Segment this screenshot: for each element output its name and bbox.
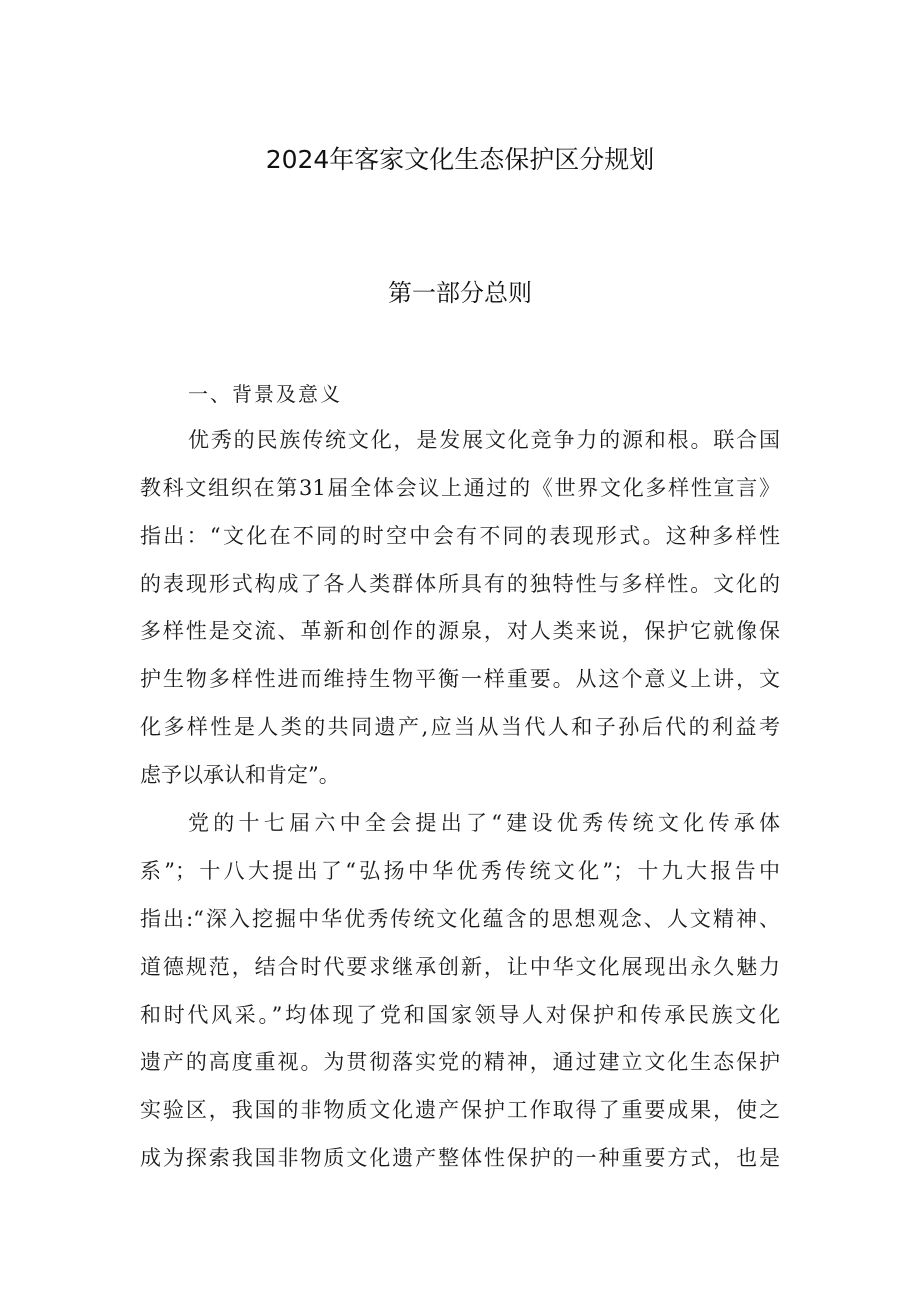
paragraph-line: 优秀的民族传统文化，是发展文化竞争力的源和根。联合国 <box>188 428 780 452</box>
paragraph-line: 的表现形式构成了各人类群体所具有的独特性与多样性。文化的 <box>140 572 780 596</box>
paragraph-line: 道德规范，结合时代要求继承创新，让中华文化展现出永久魅力 <box>140 955 780 979</box>
paragraph-line: 护生物多样性进而维持生物平衡一样重要。从这个意义上讲，文 <box>140 667 780 691</box>
paragraph-line: 遗产的高度重视。为贯彻落实党的精神，通过建立文化生态保护 <box>140 1050 780 1074</box>
paragraph-line: 虑予以承认和肯定”。 <box>140 763 340 787</box>
paragraph-line: 成为探索我国非物质文化遗产整体性保护的一种重要方式，也是 <box>140 1146 780 1170</box>
document-title: 2024年客家文化生态保护区分规划 <box>265 145 655 174</box>
paragraph-line: 化多样性是人类的共同遗产,应当从当代人和子孙后代的利益考 <box>140 715 780 739</box>
section-heading: 一、背景及意义 <box>188 382 342 406</box>
paragraph-line: 系”；十八大提出了“弘扬中华优秀传统文化”；十九大报告中 <box>140 859 780 883</box>
paragraph-line: 和时代风采。”均体现了党和国家领导人对保护和传承民族文化 <box>140 1003 780 1027</box>
paragraph-line: 教科文组织在第31届全体会议上通过的《世界文化多样性宣言》 <box>140 476 780 500</box>
paragraph-line: 多样性是交流、革新和创作的源泉，对人类来说，保护它就像保 <box>140 619 780 643</box>
paragraph-line: 党的十七届六中全会提出了“建设优秀传统文化传承体 <box>188 811 780 835</box>
paragraph-line: 指出：“文化在不同的时空中会有不同的表现形式。这种多样性 <box>140 524 780 548</box>
part-title: 第一部分总则 <box>388 279 532 307</box>
paragraph-line: 实验区，我国的非物质文化遗产保护工作取得了重要成果，使之 <box>140 1098 780 1122</box>
paragraph-line: 指出:“深入挖掘中华优秀传统文化蕴含的思想观念、人文精神、 <box>140 907 780 931</box>
